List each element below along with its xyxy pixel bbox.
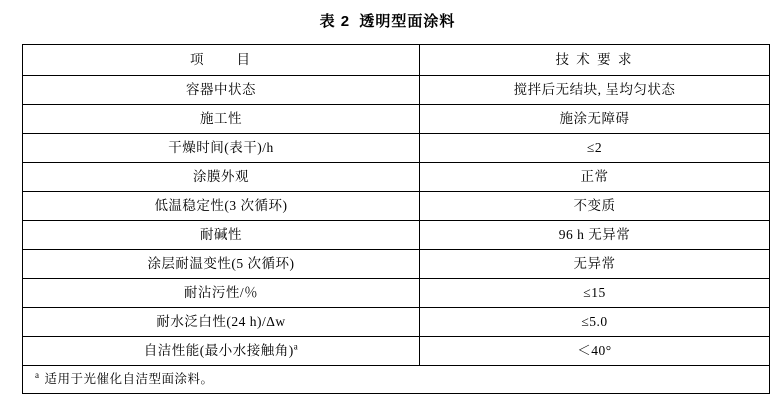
row-item-value: 不变质 — [420, 192, 770, 221]
table-header-row — [23, 45, 770, 76]
table-row — [23, 134, 770, 163]
row-item-value: ≤5.0 — [420, 308, 770, 337]
row-item-value: ＜40° — [420, 337, 770, 366]
table-row — [23, 221, 770, 250]
table-row — [23, 105, 770, 134]
table-row — [23, 192, 770, 221]
row-item-label: 涂膜外观 — [23, 163, 420, 192]
footnote-cell — [23, 366, 770, 394]
row-item-label: 耐碱性 — [23, 221, 420, 250]
table-caption-title: 透明型面涂料 — [359, 13, 456, 30]
specification-table — [22, 44, 770, 394]
table-row — [23, 279, 770, 308]
row-item-label: 容器中状态 — [23, 76, 420, 105]
column-header-requirement: 技 术 要 求 — [420, 45, 770, 76]
table-wrapper — [22, 44, 753, 394]
row-item-label: 耐水泛白性(24 h)/Δw — [23, 308, 420, 337]
row-item-label: 施工性 — [23, 105, 420, 134]
footnote-marker: a — [35, 369, 40, 380]
row-item-value: 施涂无障碍 — [420, 105, 770, 134]
table-caption-number: 表 2 — [319, 13, 351, 30]
footnote-reference: a — [293, 341, 299, 352]
row-item-label: 干燥时间(表干)/h — [23, 134, 420, 163]
table-row — [23, 308, 770, 337]
footnote-text: 适用于光催化自洁型面涂料。 — [44, 371, 214, 386]
table-row — [23, 163, 770, 192]
row-item-label-with-footnote — [23, 337, 420, 366]
row-item-value: 正常 — [420, 163, 770, 192]
row-item-value: 无异常 — [420, 250, 770, 279]
column-header-item: 项 目 — [23, 45, 420, 76]
row-item-value: 96 h 无异常 — [420, 221, 770, 250]
row-item-label: 涂层耐温变性(5 次循环) — [23, 250, 420, 279]
row-item-value: 搅拌后无结块, 呈均匀状态 — [420, 76, 770, 105]
row-item-label: 自洁性能(最小水接触角) — [143, 342, 294, 358]
table-row — [23, 337, 770, 366]
row-item-label: 低温稳定性(3 次循环) — [23, 192, 420, 221]
row-item-value: ≤2 — [420, 134, 770, 163]
table-caption — [0, 0, 775, 44]
row-item-value: ≤15 — [420, 279, 770, 308]
table-row — [23, 76, 770, 105]
table-footnote-row — [23, 366, 770, 394]
table-row — [23, 250, 770, 279]
row-item-label: 耐沾污性/％ — [23, 279, 420, 308]
